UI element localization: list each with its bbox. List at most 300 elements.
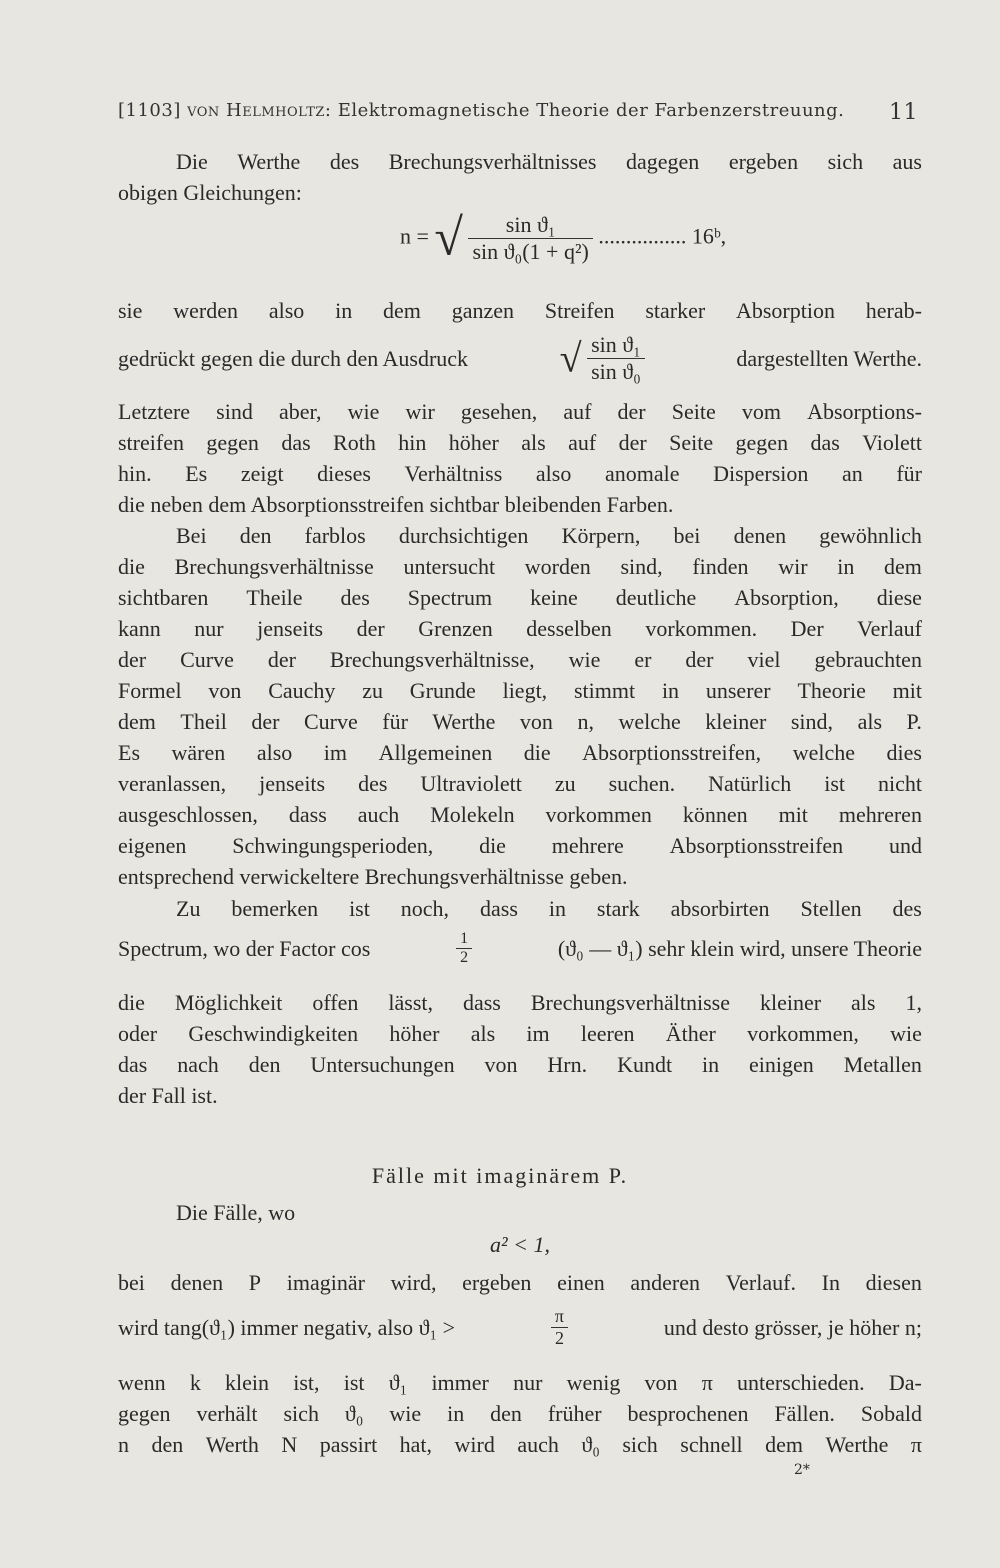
word: der: [685, 647, 714, 672]
word: dies: [886, 740, 922, 765]
text-after-formula: dargestellten Werthe.: [736, 345, 922, 371]
word: an: [841, 461, 863, 486]
text-before-formula: gedrückt gegen die durch den Ausdruck: [118, 345, 469, 371]
word: lässt,: [388, 990, 433, 1015]
word: die: [479, 833, 506, 858]
word: für: [896, 461, 922, 486]
paragraph-4: [118, 520, 922, 892]
word: Ultraviolett: [420, 771, 522, 796]
word: mit: [778, 802, 808, 827]
word: Sobald: [860, 1401, 922, 1426]
word: Werth: [205, 1432, 259, 1457]
word: vom: [741, 399, 781, 424]
word: des: [329, 149, 360, 174]
inline-formula: [560, 332, 645, 385]
word: vorkommen,: [747, 1021, 859, 1046]
text-line: [118, 613, 922, 644]
text-line: [118, 458, 922, 489]
word: der: [251, 709, 280, 734]
word: Brechungsverhältnisse: [174, 554, 374, 579]
word: im: [323, 740, 348, 765]
formula-fraction: [587, 332, 645, 385]
word: diesen: [865, 1270, 922, 1295]
word: im: [526, 1021, 550, 1046]
word: Bei: [176, 523, 207, 548]
paragraph-5: [118, 893, 922, 924]
word: ganzen: [451, 298, 515, 323]
word: streifen: [118, 430, 184, 455]
word: Metallen: [843, 1052, 922, 1077]
text-line: entsprechend verwickeltere Brechungsverhältnisse geben.: [118, 864, 628, 889]
word: Natürlich: [708, 771, 792, 796]
word: gesehen,: [460, 399, 538, 424]
paragraph-6-rest: [118, 1367, 922, 1460]
word: wird: [454, 1432, 495, 1457]
word: also: [256, 740, 293, 765]
word: zeigt: [240, 461, 284, 486]
word: der: [356, 616, 385, 641]
word: also: [535, 461, 572, 486]
word: Allgemeinen: [378, 740, 493, 765]
word: gebrauchten: [814, 647, 922, 672]
word: wird,: [390, 1270, 437, 1295]
word: Seite: [671, 399, 716, 424]
fraction-denominator: sin ϑ₀(1 + q²): [472, 239, 589, 264]
word: einen: [557, 1270, 605, 1295]
text-line: [118, 520, 922, 551]
word: ergeben: [728, 149, 799, 174]
word: Curve: [303, 709, 358, 734]
text-before-formula: Spectrum, wo der Factor cos: [118, 935, 371, 961]
word: also: [268, 298, 305, 323]
word: von: [208, 678, 242, 703]
word: zu: [362, 678, 383, 703]
word: wir: [405, 399, 435, 424]
word: den: [248, 1052, 281, 1077]
fraction-denominator: 2: [554, 1328, 564, 1348]
word: Streifen: [544, 298, 615, 323]
word: kann: [118, 616, 161, 641]
word: in: [837, 554, 855, 579]
word: schnell: [680, 1432, 743, 1457]
word: Absorption: [735, 298, 835, 323]
word: Da-: [888, 1370, 922, 1395]
word: bei: [118, 1270, 145, 1295]
word: welche: [792, 740, 856, 765]
word: klein: [225, 1370, 270, 1395]
word: gegen: [118, 1401, 171, 1426]
paragraph-6-line: [118, 1267, 922, 1298]
text-line: [118, 1367, 922, 1398]
word: von: [484, 1052, 518, 1077]
word: können: [682, 802, 748, 827]
word: wie: [347, 399, 380, 424]
text-line: Die Fälle, wo: [176, 1200, 296, 1225]
word: des: [358, 771, 388, 796]
page-number: 11: [889, 100, 918, 125]
word: das: [118, 1052, 148, 1077]
word: deutliche: [615, 585, 697, 610]
word: als: [521, 430, 546, 455]
word: oder: [118, 1021, 158, 1046]
word: Werthe: [825, 1432, 889, 1457]
word: farblos: [304, 523, 366, 548]
word: Violett: [862, 430, 922, 455]
word: die: [118, 554, 145, 579]
word: Seite: [669, 430, 714, 455]
word: keine: [530, 585, 578, 610]
text-line: [118, 987, 922, 1018]
word: Letztere: [118, 399, 191, 424]
text-line: [118, 893, 922, 924]
word: Grunde: [409, 678, 476, 703]
fraction-numerator: sin ϑ₁: [468, 212, 592, 239]
text-line: [118, 582, 922, 613]
word: dass: [462, 990, 501, 1015]
word: wenig: [566, 1370, 621, 1395]
word: Curve: [180, 647, 234, 672]
formula-a-squared: a² < 1,: [490, 1232, 550, 1257]
word: höher: [448, 430, 499, 455]
word: Werthe: [237, 149, 301, 174]
word: gewöhnlich: [819, 523, 922, 548]
word: in: [661, 678, 680, 703]
word: werden: [173, 298, 239, 323]
word: immer: [431, 1370, 489, 1395]
word: den: [490, 1401, 522, 1426]
word: sind: [216, 399, 253, 424]
word: von: [644, 1370, 678, 1395]
word: dem: [765, 1432, 803, 1457]
word: aus: [892, 149, 922, 174]
word: von: [519, 709, 553, 734]
word: P.: [906, 709, 922, 734]
word: Es: [185, 461, 208, 486]
word: dass: [288, 802, 327, 827]
word: durchsichtigen: [398, 523, 529, 548]
text-line: [118, 706, 922, 737]
word: anderen: [630, 1270, 701, 1295]
word: zu: [554, 771, 576, 796]
word: verhält: [196, 1401, 258, 1426]
word: sind,: [790, 709, 834, 734]
word: absorbirten: [670, 896, 770, 921]
word: ϑ₁: [388, 1370, 408, 1395]
word: denen: [733, 523, 787, 548]
word: dem: [884, 554, 922, 579]
word: unterschieden.: [737, 1370, 865, 1395]
word: hin: [398, 430, 427, 455]
word: ist: [349, 896, 370, 921]
word: ϑ₀: [344, 1401, 364, 1426]
word: dieses: [317, 461, 371, 486]
word: π: [910, 1432, 922, 1457]
formula-16b: [400, 209, 727, 267]
word: Äther: [665, 1021, 716, 1046]
word: auch: [357, 802, 400, 827]
word: n,: [577, 709, 594, 734]
text-line: [118, 1429, 922, 1460]
word: Spectrum: [407, 585, 493, 610]
word: kleiner: [705, 709, 767, 734]
paragraph-5-rest: [118, 987, 922, 1111]
word: der: [618, 430, 647, 455]
word: leeren: [580, 1021, 635, 1046]
word: mit: [892, 678, 922, 703]
word: auf: [568, 430, 597, 455]
word: in: [548, 896, 566, 921]
word: Untersuchungen: [310, 1052, 455, 1077]
word: als: [857, 709, 883, 734]
text-line: [118, 396, 922, 427]
word: Stellen: [800, 896, 862, 921]
word: denen: [170, 1270, 224, 1295]
word: diese: [876, 585, 922, 610]
word: er: [634, 647, 652, 672]
word: ϑ₀: [581, 1432, 600, 1457]
word: in: [447, 1401, 465, 1426]
word: Molekeln: [430, 802, 515, 827]
word: k: [189, 1370, 201, 1395]
word: jenseits: [257, 616, 324, 641]
word: Absorptionsstreifen: [669, 833, 844, 858]
word: Kundt: [617, 1052, 673, 1077]
word: die: [523, 740, 551, 765]
text-line: die neben dem Absorptionsstreifen sichtbar bleibenden Farben.: [118, 492, 674, 517]
word: des: [892, 896, 922, 921]
word: Absorptionsstreifen,: [582, 740, 762, 765]
fraction-denominator: sin ϑ₀: [591, 359, 641, 384]
word: früher: [547, 1401, 602, 1426]
text-line: [118, 1018, 922, 1049]
word: stimmt: [574, 678, 636, 703]
word: starker: [645, 298, 706, 323]
paragraph-3: [118, 396, 922, 520]
word: untersucht: [403, 554, 496, 579]
word: worden: [524, 554, 591, 579]
word: Cauchy: [268, 678, 336, 703]
word: Zu: [176, 896, 201, 921]
word: anomale: [604, 461, 680, 486]
equation-tag: 16ᵇ,: [691, 223, 727, 249]
text-line: [118, 146, 922, 177]
word: ausgeschlossen,: [118, 802, 258, 827]
text-line: [118, 1398, 922, 1429]
word: stark: [596, 896, 640, 921]
word: Brechungsverhältnisses: [388, 149, 597, 174]
tang-formula-line: [118, 1306, 922, 1349]
word: herab-: [865, 298, 922, 323]
word: n: [118, 1432, 129, 1457]
paragraph-6: [118, 1197, 922, 1228]
word: dass: [480, 896, 518, 921]
text-line: [118, 295, 922, 326]
header-title: Elektromagnetische Theorie der Farbenzerstreuung.: [337, 100, 845, 121]
fraction-numerator: 1: [456, 930, 472, 949]
pi-half-fraction: [551, 1306, 568, 1349]
word: mehreren: [838, 802, 922, 827]
half-fraction: [456, 930, 472, 967]
word: mehrere: [551, 833, 624, 858]
word: höher: [389, 1021, 440, 1046]
word: Möglichkeit: [174, 990, 283, 1015]
word: den: [151, 1432, 184, 1457]
formula-dots: ................: [598, 223, 687, 249]
text-line: [118, 1267, 922, 1298]
word: finden: [692, 554, 749, 579]
word: noch,: [400, 896, 450, 921]
word: nicht: [878, 771, 922, 796]
word: desselben: [526, 616, 612, 641]
word: auf: [563, 399, 592, 424]
word: hin.: [118, 461, 152, 486]
sqrt-icon: √: [559, 335, 582, 381]
word: Hrn.: [547, 1052, 588, 1077]
word: nur: [194, 616, 224, 641]
text-after-formula: und desto grösser, je höher n;: [663, 1314, 922, 1340]
word: vorkommen: [545, 802, 652, 827]
word: wie: [568, 647, 601, 672]
word: gegen: [206, 430, 259, 455]
word: Grenzen: [418, 616, 493, 641]
word: Theorie: [797, 678, 866, 703]
word: bei: [673, 523, 701, 548]
word: ist,: [293, 1370, 320, 1395]
text-line: [118, 830, 922, 861]
word: der: [118, 647, 147, 672]
word: dem: [118, 709, 156, 734]
word: Formel: [118, 678, 182, 703]
word: der: [617, 399, 646, 424]
word: Brechungsverhältnisse: [530, 990, 730, 1015]
word: π: [701, 1370, 713, 1395]
word: aber,: [278, 399, 322, 424]
text-line: der Fall ist.: [118, 1083, 218, 1108]
word: dagegen: [626, 149, 700, 174]
text-line: [118, 737, 922, 768]
word: ist: [824, 771, 846, 796]
inline-formula-line: [118, 332, 922, 385]
word: Der: [790, 616, 824, 641]
word: unserer: [705, 678, 771, 703]
word: den: [239, 523, 272, 548]
word: suchen.: [608, 771, 676, 796]
word: Brechungsverhältnisse,: [329, 647, 535, 672]
text-line: [118, 675, 922, 706]
section-heading: Fälle mit imaginärem P.: [371, 1163, 629, 1188]
word: eigenen: [118, 833, 187, 858]
word: vorkommen.: [645, 616, 758, 641]
word: besprochenen: [627, 1401, 749, 1426]
cos-formula-line: [118, 930, 922, 967]
word: auch: [517, 1432, 559, 1457]
word: imaginär: [286, 1270, 365, 1295]
paragraph-1: [118, 146, 922, 208]
text-line: [118, 799, 922, 830]
word: N: [281, 1432, 298, 1457]
word: Es: [118, 740, 140, 765]
text-line: [118, 551, 922, 582]
text-line: [118, 644, 922, 675]
word: das: [281, 430, 311, 455]
fraction-numerator: sin ϑ₁: [587, 332, 645, 359]
word: Absorptions-: [807, 399, 922, 424]
text-line: [118, 427, 922, 458]
word: sich: [827, 149, 864, 174]
word: ist: [343, 1370, 365, 1395]
header-ref: [1103]: [118, 100, 181, 121]
word: wie: [389, 1401, 422, 1426]
word: kleiner: [759, 990, 822, 1015]
word: wären: [171, 740, 226, 765]
word: Theile: [246, 585, 303, 610]
formula-lhs: n =: [400, 223, 429, 249]
word: liegt,: [502, 678, 548, 703]
text-line: obigen Gleichungen:: [118, 180, 302, 205]
text-before-formula: wird tang(ϑ₁) immer negativ, also ϑ₁ >: [118, 1314, 456, 1340]
word: Dispersion: [713, 461, 809, 486]
word: das: [810, 430, 840, 455]
word: sind,: [620, 554, 663, 579]
word: P: [248, 1270, 262, 1295]
word: der: [267, 647, 296, 672]
word: des: [340, 585, 370, 610]
word: in: [335, 298, 353, 323]
word: als: [851, 990, 876, 1015]
text-line: [118, 768, 922, 799]
word: wir: [778, 554, 808, 579]
word: Die: [176, 149, 208, 174]
word: für: [382, 709, 408, 734]
word: nur: [513, 1370, 543, 1395]
word: hat,: [399, 1432, 433, 1457]
word: bemerken: [231, 896, 319, 921]
word: Schwingungsperioden,: [232, 833, 434, 858]
running-header: [118, 100, 918, 125]
word: einigen: [749, 1052, 814, 1077]
word: sie: [118, 298, 143, 323]
word: gegen: [735, 430, 789, 455]
word: Körpern,: [561, 523, 641, 548]
word: viel: [747, 647, 781, 672]
word: sichtbaren: [118, 585, 209, 610]
fraction-denominator: 2: [460, 949, 469, 966]
word: wenn: [118, 1370, 166, 1395]
formula-fraction: [468, 212, 592, 265]
word: offen: [312, 990, 359, 1015]
word: in: [701, 1052, 720, 1077]
word: ergeben: [462, 1270, 532, 1295]
word: jenseits: [259, 771, 326, 796]
word: nach: [177, 1052, 219, 1077]
header-author: von Helmholtz:: [187, 100, 332, 121]
text-after-formula: (ϑ₀ — ϑ₁) sehr klein wird, unsere Theorie: [557, 935, 922, 961]
word: Verhältniss: [404, 461, 503, 486]
word: Absorption,: [734, 585, 839, 610]
fraction-numerator: π: [551, 1306, 568, 1328]
word: Werthe: [432, 709, 496, 734]
word: passirt: [319, 1432, 378, 1457]
word: Verlauf: [857, 616, 922, 641]
word: veranlassen,: [118, 771, 227, 796]
word: dem: [383, 298, 421, 323]
word: Geschwindigkeiten: [188, 1021, 359, 1046]
word: welche: [618, 709, 681, 734]
word: Roth: [333, 430, 376, 455]
word: als: [470, 1021, 496, 1046]
word: Theil: [180, 709, 227, 734]
sqrt-icon: √: [434, 209, 463, 267]
